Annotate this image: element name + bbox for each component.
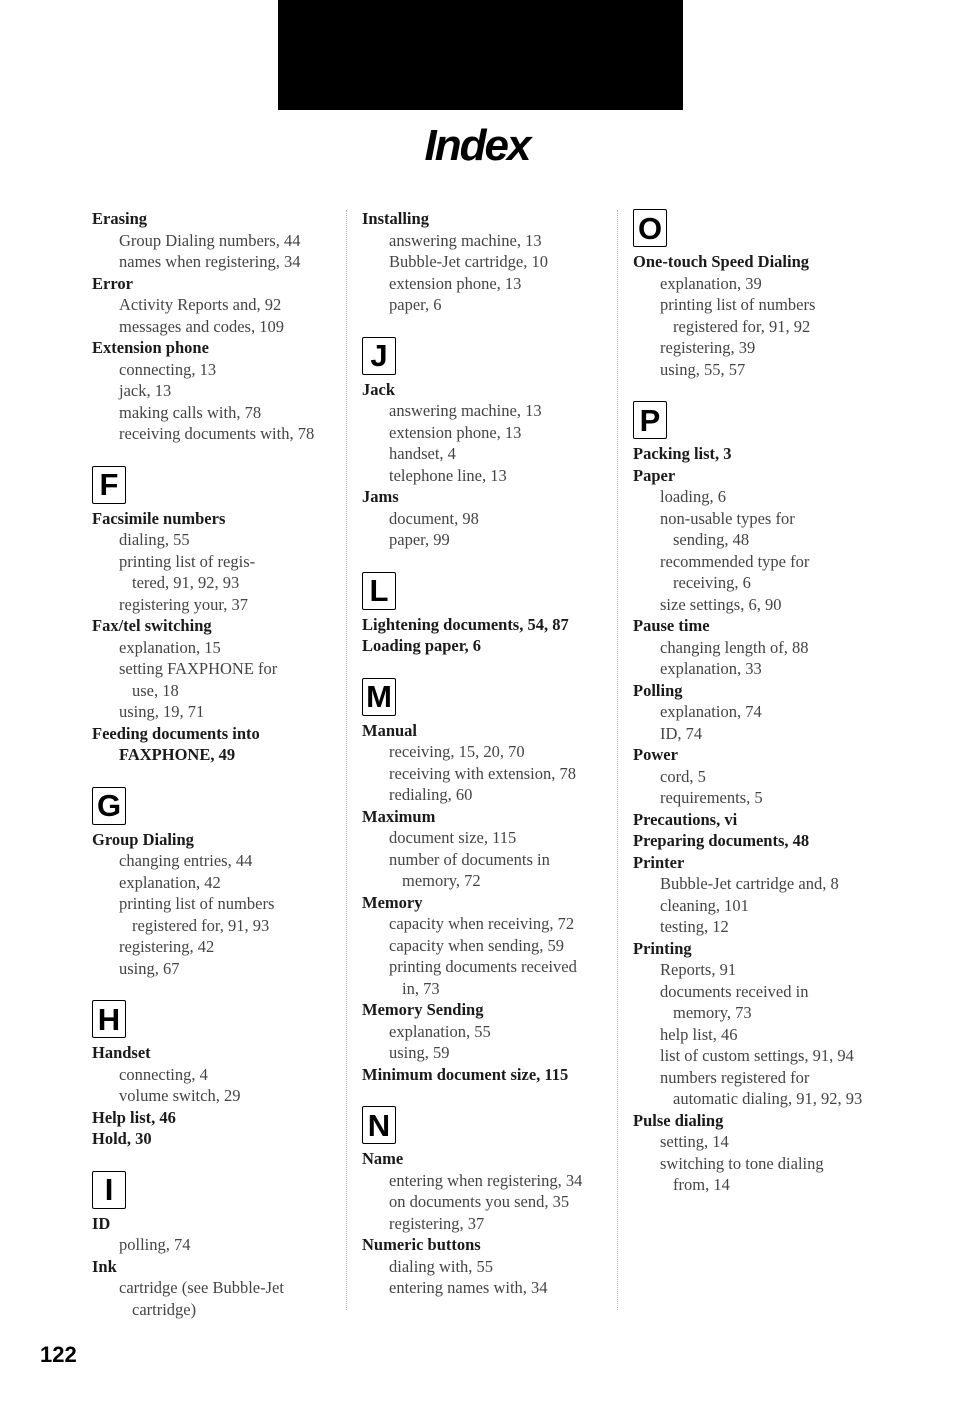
index-subentry: document, 98 xyxy=(389,508,479,528)
index-term: Manual xyxy=(362,720,418,740)
index-term: Fax/tel switching xyxy=(92,616,212,635)
section-letter-wrap xyxy=(362,316,612,379)
index-term: FAXPHONE, 49 xyxy=(119,745,236,764)
index-term: Ink xyxy=(92,1256,117,1276)
index-term: Loading paper, 6 xyxy=(362,636,482,655)
index-term: One-touch Speed Dialing xyxy=(633,252,810,271)
section-letter-wrap xyxy=(92,979,342,1042)
index-term: ID xyxy=(92,1213,111,1233)
index-term: Handset xyxy=(92,1043,151,1062)
index-subentry: entering names with, 34 xyxy=(389,1278,548,1297)
index-subentry: using, 55, 57 xyxy=(660,359,746,379)
index-subentry: memory, 72 xyxy=(402,871,481,890)
index-subentry: making calls with, 78 xyxy=(119,402,262,422)
index-subentry: connecting, 4 xyxy=(119,1064,208,1084)
index-subentry: receiving with extension, 78 xyxy=(389,763,576,783)
index-term: Jams xyxy=(362,487,399,506)
page-number: 122 xyxy=(40,1342,77,1367)
index-term: Feeding documents into xyxy=(92,723,260,743)
index-subentry: switching to tone dialing xyxy=(660,1153,824,1173)
index-term: Help list, 46 xyxy=(92,1107,176,1127)
index-subentry: size settings, 6, 90 xyxy=(660,594,782,614)
section-letter-i: I xyxy=(92,1171,126,1209)
index-subentry: telephone line, 13 xyxy=(389,465,507,485)
index-term: Lightening documents, 54, 87 xyxy=(362,614,569,634)
index-subentry: documents received in xyxy=(660,981,809,1001)
index-subentry: recommended type for xyxy=(660,551,810,571)
index-term: Pause time xyxy=(633,616,710,635)
index-subentry: connecting, 13 xyxy=(119,359,217,379)
index-subentry: using, 67 xyxy=(119,958,180,978)
index-column-2 xyxy=(362,208,612,1299)
index-term: Printer xyxy=(633,852,685,872)
index-subentry: registering, 37 xyxy=(389,1213,485,1233)
section-letter-wrap xyxy=(362,1085,612,1148)
section-letter-wrap xyxy=(362,657,612,720)
index-term: Polling xyxy=(633,680,683,700)
header-black-bar xyxy=(278,0,683,110)
index-subentry: document size, 115 xyxy=(389,828,517,847)
index-subentry: dialing, 55 xyxy=(119,530,190,549)
index-subentry: explanation, 33 xyxy=(660,659,762,678)
index-term: Erasing xyxy=(92,209,148,228)
index-term: Paper xyxy=(633,465,676,485)
index-term: Precautions, vi xyxy=(633,809,738,829)
index-subentry: receiving documents with, 78 xyxy=(119,424,315,443)
index-subentry: list of custom settings, 91, 94 xyxy=(660,1046,854,1065)
index-subentry: changing length of, 88 xyxy=(660,637,809,657)
index-subentry: printing list of numbers xyxy=(660,295,816,314)
index-subentry: registering, 39 xyxy=(660,338,756,357)
index-subentry: registered for, 91, 93 xyxy=(132,915,270,935)
index-subentry: explanation, 42 xyxy=(119,872,221,892)
index-subentry: redialing, 60 xyxy=(389,785,473,804)
index-subentry: using, 19, 71 xyxy=(119,702,205,721)
index-term: Maximum xyxy=(362,806,436,826)
index-subentry: in, 73 xyxy=(402,978,440,998)
index-term: Pulse dialing xyxy=(633,1110,724,1130)
index-subentry: sending, 48 xyxy=(673,530,750,549)
index-term: Jack xyxy=(362,379,395,399)
section-letter-wrap xyxy=(362,551,612,614)
index-subentry: setting, 14 xyxy=(660,1132,729,1151)
column-divider xyxy=(346,210,347,1310)
index-subentry: Bubble-Jet cartridge and, 8 xyxy=(660,874,839,893)
index-term: Installing xyxy=(362,209,429,228)
index-subentry: on documents you send, 35 xyxy=(389,1192,570,1211)
section-letter-wrap xyxy=(633,380,933,443)
index-term: Hold, 30 xyxy=(92,1129,152,1148)
index-subentry: cartridge (see Bubble-Jet xyxy=(119,1278,284,1297)
index-subentry: cartridge) xyxy=(132,1299,197,1319)
index-subentry: explanation, 74 xyxy=(660,702,762,721)
index-term: Extension phone xyxy=(92,338,209,357)
section-letter-l: L xyxy=(362,572,396,610)
index-subentry: number of documents in xyxy=(389,849,550,869)
index-subentry: explanation, 39 xyxy=(660,273,762,293)
index-subentry: handset, 4 xyxy=(389,444,456,463)
index-subentry: explanation, 55 xyxy=(389,1021,491,1041)
index-subentry: answering machine, 13 xyxy=(389,230,542,250)
column-divider xyxy=(617,210,618,1310)
index-subentry: Activity Reports and, 92 xyxy=(119,295,282,314)
index-subentry: numbers registered for xyxy=(660,1067,810,1087)
section-letter-f: F xyxy=(92,466,126,504)
index-column-1 xyxy=(92,208,342,1320)
index-term: Memory xyxy=(362,892,423,912)
index-subentry: extension phone, 13 xyxy=(389,422,522,442)
index-subentry: automatic dialing, 91, 92, 93 xyxy=(673,1089,863,1108)
index-subentry: dialing with, 55 xyxy=(389,1256,494,1276)
index-subentry: receiving, 15, 20, 70 xyxy=(389,742,525,761)
section-letter-h: H xyxy=(92,1000,126,1038)
index-subentry: names when registering, 34 xyxy=(119,252,301,271)
index-subentry: registering your, 37 xyxy=(119,594,249,614)
section-letter-m: M xyxy=(362,678,396,716)
index-subentry: use, 18 xyxy=(132,680,179,700)
section-letter-p: P xyxy=(633,401,667,439)
index-term: Preparing documents, 48 xyxy=(633,831,810,850)
index-subentry: Reports, 91 xyxy=(660,960,737,979)
index-subentry: cord, 5 xyxy=(660,766,706,786)
index-term: Numeric buttons xyxy=(362,1235,481,1254)
index-subentry: extension phone, 13 xyxy=(389,273,522,293)
page-title: Index xyxy=(424,121,530,170)
index-subentry: registered for, 91, 92 xyxy=(673,316,811,336)
index-term: Facsimile numbers xyxy=(92,508,226,528)
index-subentry: explanation, 15 xyxy=(119,637,221,657)
index-subentry: cleaning, 101 xyxy=(660,895,749,915)
section-letter-g: G xyxy=(92,787,126,825)
section-letter-wrap xyxy=(92,766,342,829)
index-subentry: capacity when sending, 59 xyxy=(389,935,565,955)
section-letter-j: J xyxy=(362,337,396,375)
index-subentry: entering when registering, 34 xyxy=(389,1170,583,1190)
index-subentry: memory, 73 xyxy=(673,1003,752,1022)
index-term: Packing list, 3 xyxy=(633,444,732,463)
index-subentry: answering machine, 13 xyxy=(389,401,542,420)
index-subentry: registering, 42 xyxy=(119,937,215,956)
index-subentry: receiving, 6 xyxy=(673,573,751,592)
index-subentry: Group Dialing numbers, 44 xyxy=(119,230,301,250)
index-subentry: printing documents received xyxy=(389,957,577,976)
index-term: Minimum document size, 115 xyxy=(362,1064,569,1084)
index-subentry: setting FAXPHONE for xyxy=(119,659,278,678)
index-term: Printing xyxy=(633,938,692,958)
index-subentry: capacity when receiving, 72 xyxy=(389,914,575,933)
index-subentry: messages and codes, 109 xyxy=(119,316,284,336)
section-letter-wrap xyxy=(92,445,342,508)
index-subentry: from, 14 xyxy=(673,1175,730,1194)
index-term: Power xyxy=(633,745,678,764)
section-letter-n: N xyxy=(362,1106,396,1144)
index-subentry: changing entries, 44 xyxy=(119,851,253,870)
section-letter-wrap xyxy=(92,1150,342,1213)
index-subentry: Bubble-Jet cartridge, 10 xyxy=(389,252,548,271)
index-term: Memory Sending xyxy=(362,1000,484,1019)
index-subentry: paper, 99 xyxy=(389,530,450,549)
index-subentry: testing, 12 xyxy=(660,917,729,936)
index-subentry: jack, 13 xyxy=(119,381,172,400)
index-column-3 xyxy=(633,208,933,1196)
index-subentry: help list, 46 xyxy=(660,1024,738,1044)
section-letter-wrap xyxy=(633,208,933,251)
index-term: Name xyxy=(362,1149,404,1168)
index-subentry: paper, 6 xyxy=(389,295,442,314)
index-subentry: polling, 74 xyxy=(119,1235,191,1254)
index-term: Error xyxy=(92,273,133,293)
section-letter-o: O xyxy=(633,209,667,247)
index-subentry: printing list of numbers xyxy=(119,894,275,913)
index-subentry: volume switch, 29 xyxy=(119,1086,241,1105)
index-subentry: requirements, 5 xyxy=(660,788,763,807)
index-subentry: loading, 6 xyxy=(660,487,726,506)
index-subentry: using, 59 xyxy=(389,1043,450,1062)
index-subentry: printing list of regis- xyxy=(119,551,256,571)
index-subentry: tered, 91, 92, 93 xyxy=(132,573,240,592)
index-subentry: non-usable types for xyxy=(660,508,795,528)
index-term: Group Dialing xyxy=(92,829,194,849)
index-subentry: ID, 74 xyxy=(660,723,703,743)
